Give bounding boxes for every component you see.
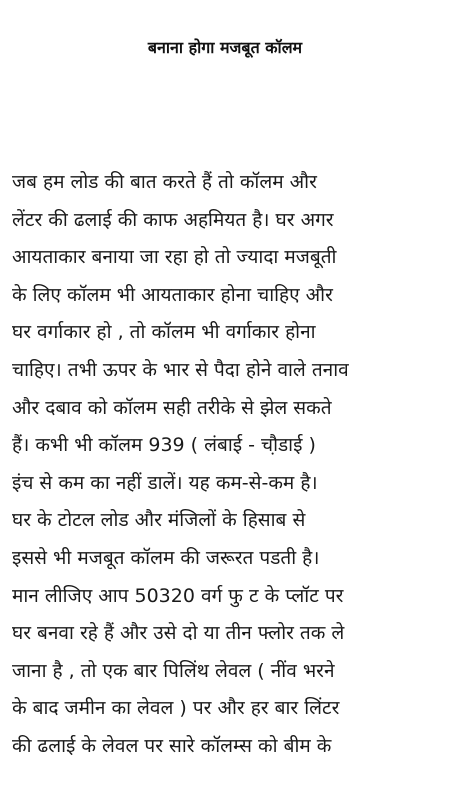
body-line: घर बनवा रहे हैं और उसे दो या तीन फ्लोर तक ले bbox=[12, 622, 345, 645]
body-line: जब हम लोड की बात करते हैं तो कॉलम और bbox=[12, 171, 317, 193]
body-line: इससे भी मजबूत कॉलम की जरूरत पडती है। bbox=[12, 546, 320, 569]
body-line: की ढलाई के लेवल पर सारे कॉलम्स को बीम के bbox=[12, 734, 332, 757]
body-line: मान लीजिए आप 50320 वर्ग फु ट के प्लॉट पर bbox=[12, 584, 344, 607]
body-line: घर वर्गाकार हो , तो कॉलम भी वर्गाकार होना bbox=[12, 321, 316, 344]
body-line: इंच से कम का नहीं डालें। यह कम-से-कम है। bbox=[12, 471, 318, 494]
body-line: चाहिए। तभी ऊपर के भार से पैदा होने वाले तनाव bbox=[12, 358, 349, 381]
body-line: हैं। कभी भी कॉलम 939 ( लंबाई - चौ़डाई ) bbox=[12, 434, 316, 457]
body-line: लेंटर की ढलाई की काफ अहमियत है। घर अगर bbox=[12, 208, 334, 231]
article-body bbox=[12, 164, 440, 766]
body-line: और दबाव को कॉलम सही तरीके से झेल सकते bbox=[12, 396, 332, 419]
body-line: के लिए कॉलम भी आयताकार होना चाहिए और bbox=[12, 283, 333, 306]
article-title: बनाना होगा मजबूत कॉलम bbox=[147, 38, 303, 57]
body-line: घर के टोटल लोड और मंजिलों के हिसाब से bbox=[12, 509, 306, 532]
body-line: आयताकार बनाया जा रहा हो तो ज्यादा मजबूती bbox=[12, 246, 337, 269]
body-line: जाना है , तो एक बार पिलिंथ लेवल ( नींव भरने bbox=[12, 659, 335, 682]
body-line: के बाद जमीन का लेवल ) पर और हर बार लिंटर bbox=[12, 697, 340, 720]
